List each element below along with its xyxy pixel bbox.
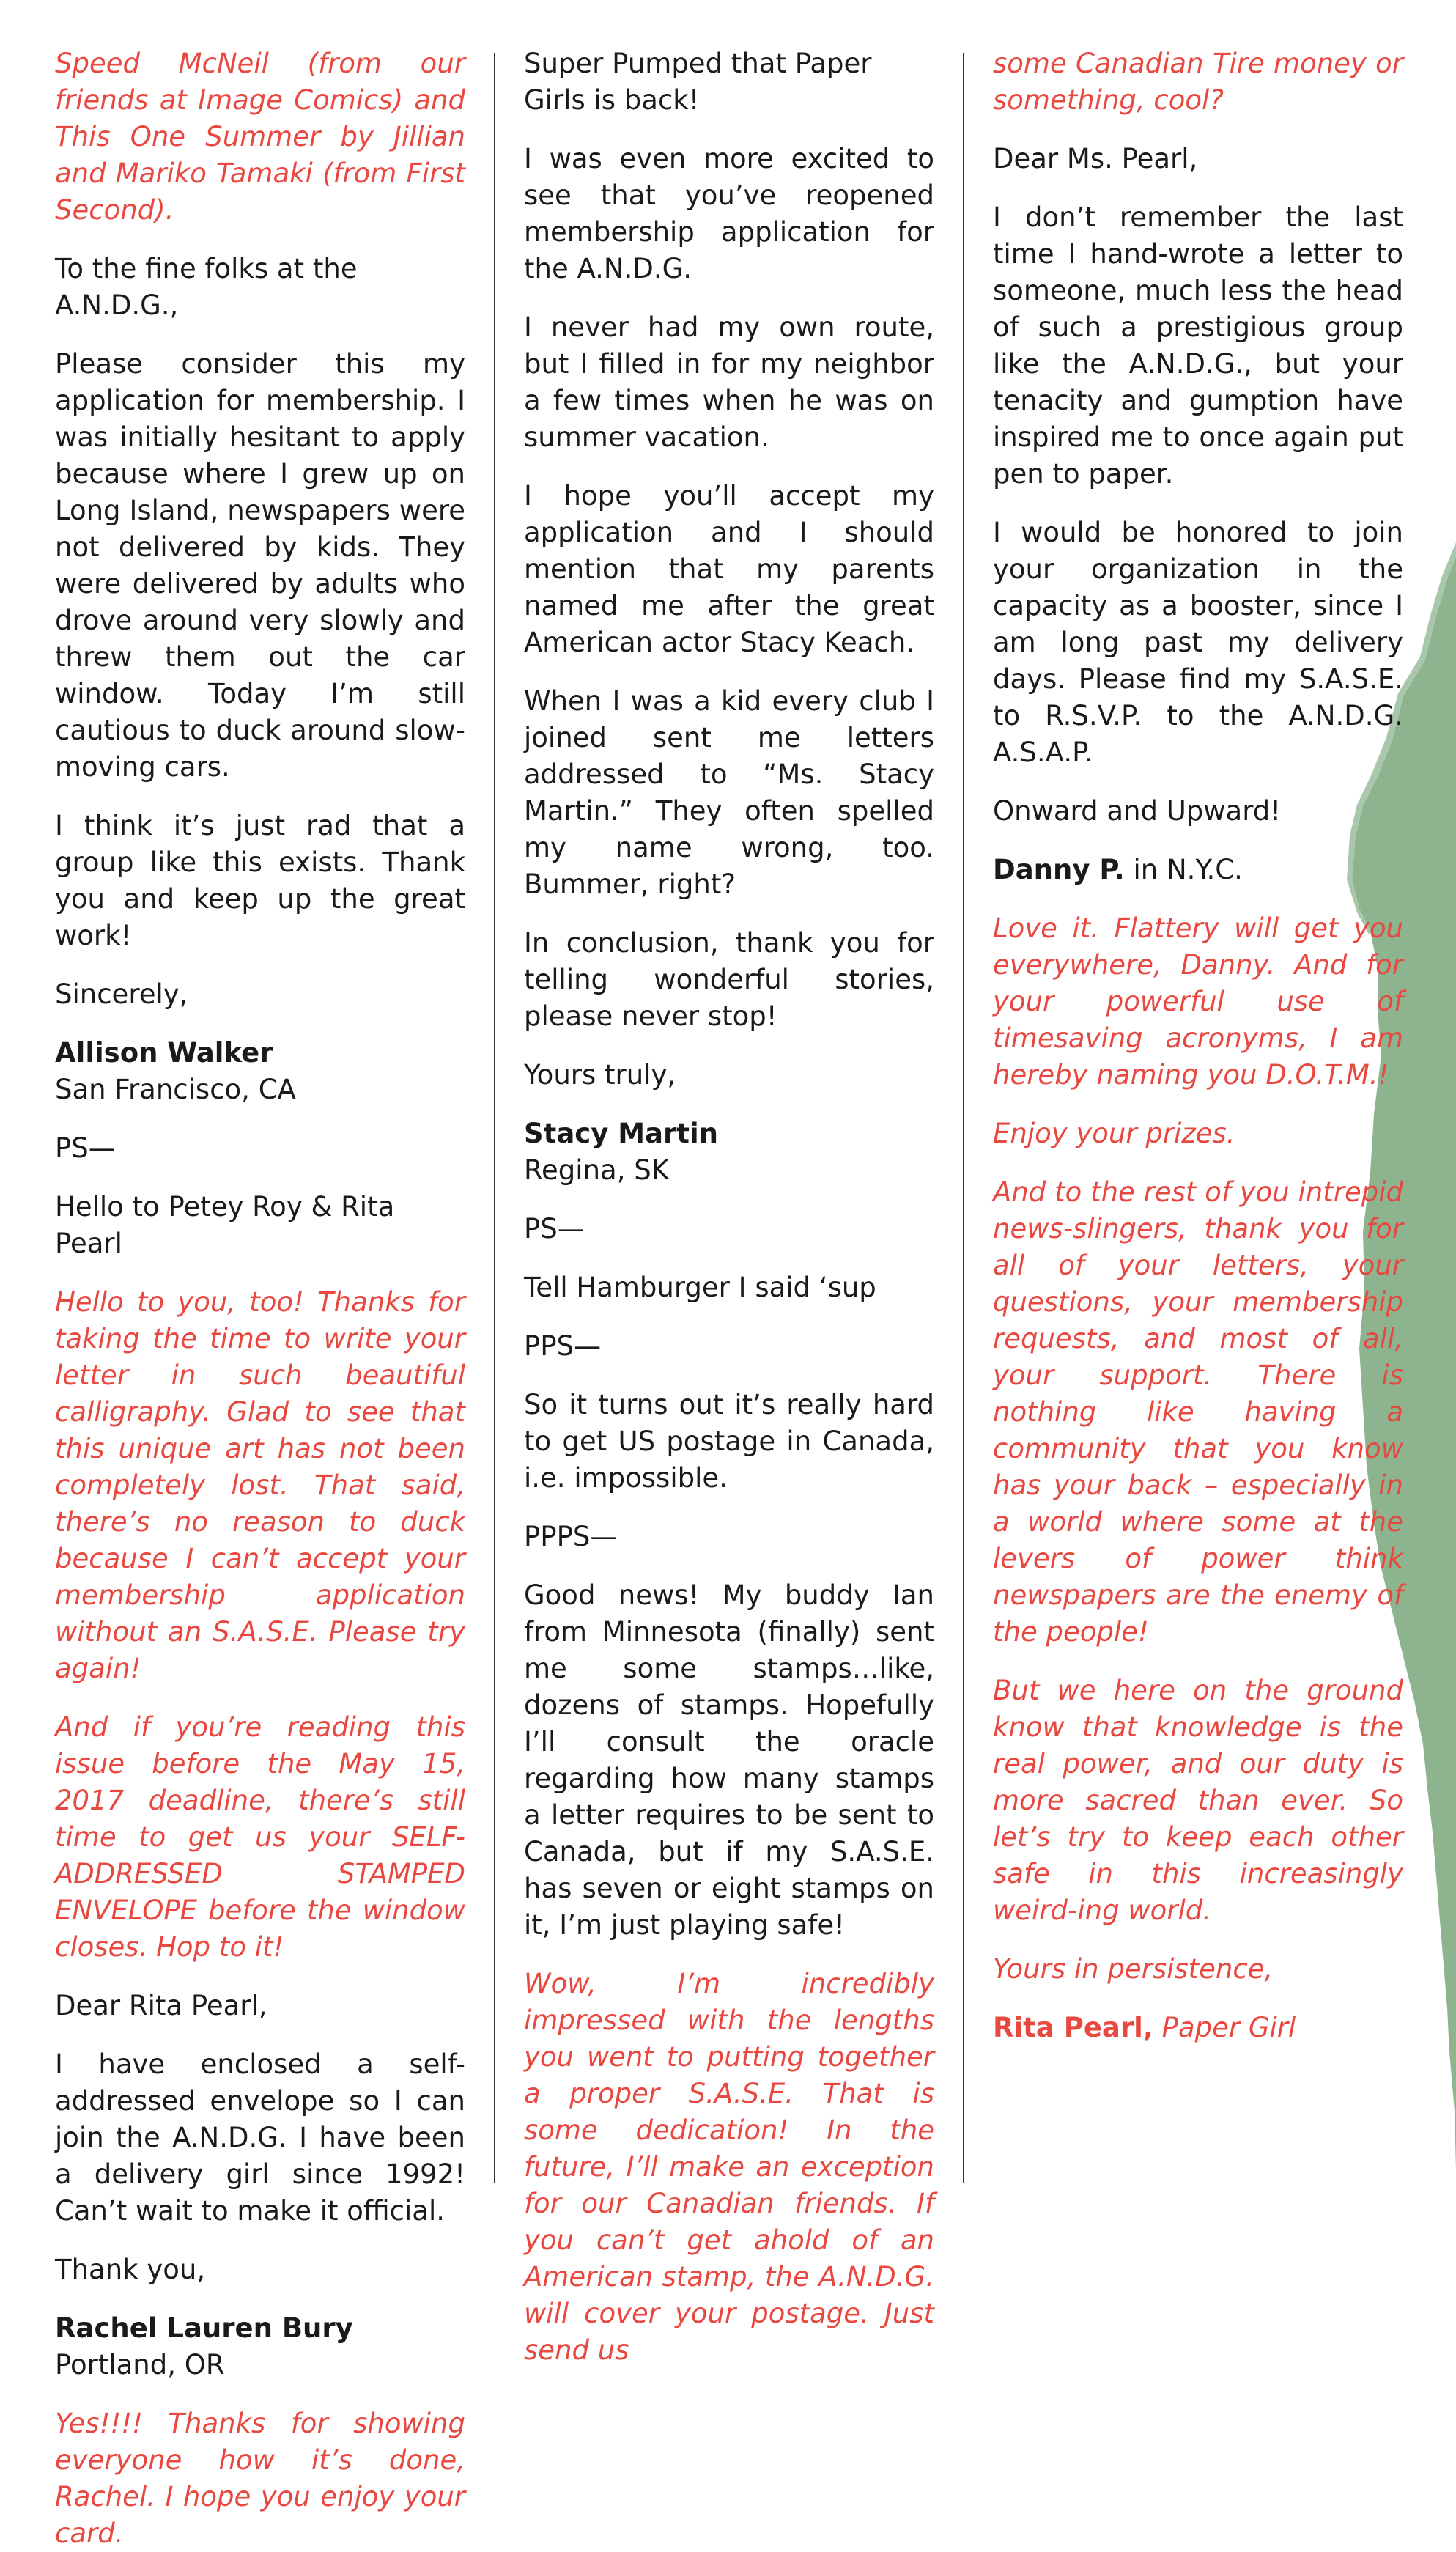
signature-name: Danny P. — [993, 854, 1125, 885]
signature-place: in N.Y.C. — [1124, 854, 1243, 885]
column-1 — [55, 45, 465, 2549]
closing: Yours truly, — [524, 1059, 676, 1091]
postscript-text: Good news! My buddy Ian from Minnesota (finally) sent me some stamps…like, dozens of stamps. Hopefully I’ll consult the oracle regarding how many stamps a letter requires to be sent to Canada, but if my S.A.S.E. has seven or eight stamps on it, I’m just playing safe! — [524, 1579, 934, 1941]
reply-text: Yes!!!! Thanks for showing everyone how it’s done, Rachel. I hope you enjoy your card. — [55, 2408, 465, 2549]
letter-paragraph: I hope you’ll accept my application and I should mention that my parents named me after the great American actor Stacy Keach. — [524, 480, 934, 658]
closing: Sincerely, — [55, 978, 188, 1010]
signature-name: Allison Walker — [55, 1037, 273, 1069]
signature — [993, 852, 1403, 888]
letter-paragraph: I think it’s just rad that a group like this exists. Thank you and keep up the great work! — [55, 810, 465, 951]
final-signature — [993, 2010, 1403, 2046]
reply-text: some Canadian Tire money or something, cool? — [993, 48, 1403, 116]
letter-paragraph: Super Pumped that Paper Girls is back! — [524, 48, 872, 116]
letter-paragraph: I never had my own route, but I filled in for my neighbor a few times when he was on summer vacation. — [524, 311, 934, 453]
letter-paragraph: Please consider this my application for membership. I was initially hesitant to apply because where I grew up on Long Island, newspapers were not delivered by kids. They were delivered by adults who drove around very slowly and threw them out the car window. Today I’m still cautious to duck around slow-moving cars. — [55, 348, 465, 783]
postscript-label: PS— — [55, 1132, 116, 1164]
reply-text: Speed McNeil (from our friends at Image Comics) and This One Summer by Jillian and Mariko Tamaki (from First Second). — [55, 48, 465, 226]
signature-place: San Francisco, CA — [55, 1074, 296, 1105]
signature — [55, 2310, 465, 2383]
reply-text: And to the rest of you intrepid news-slingers, thank you for all of your letters, your questions, your membership requests, and most of all, your support. There is nothing like having a community that you know has your back – especially in a world where some at the levers of power think newspapers are the enemy of the people! — [993, 1176, 1403, 1648]
signature-place: Regina, SK — [524, 1154, 669, 1186]
salutation: To the fine folks at the A.N.D.G., — [55, 253, 358, 321]
closing: Onward and Upward! — [993, 795, 1282, 827]
postscript-text: Hello to Petey Roy & Rita Pearl — [55, 1191, 395, 1259]
reply-text: Enjoy your prizes. — [993, 1118, 1235, 1149]
signature — [524, 1115, 934, 1189]
closing: Thank you, — [55, 2254, 206, 2285]
letter-paragraph: I have enclosed a self-addressed envelope so I can join the A.N.D.G. I have been a delivery girl since 1992! Can’t wait to make it official. — [55, 2048, 465, 2227]
reply-text: Love it. Flattery will get you everywhere, Danny. And for your powerful use of timesaving acronyms, I am hereby naming you D.O.T.M.! — [993, 912, 1403, 1091]
column-divider-left — [494, 53, 495, 2183]
salutation: Dear Rita Pearl, — [55, 1990, 267, 2021]
reply-text: Wow, I’m incredibly impressed with the lengths you went to putting together a proper S.A.S.E. That is some dedication! In the future, I’ll make an exception for our Canadian friends. If you can’t get ahold of an American stamp, the A.N.D.G. will cover your postage. Just send us — [524, 1968, 934, 2366]
signature-name: Rachel Lauren Bury — [55, 2312, 353, 2344]
signature-place: Portland, OR — [55, 2349, 225, 2380]
salutation: Dear Ms. Pearl, — [993, 143, 1198, 174]
postscript-label: PPPS— — [524, 1521, 618, 1552]
letter-paragraph: I was even more excited to see that you’ve reopened membership application for the A.N.D.G. — [524, 143, 934, 284]
reply-text: But we here on the ground know that knowledge is the real power, and our duty is more sacred than ever. So let’s try to keep each other safe in this increasingly weird-ing world. — [993, 1675, 1403, 1926]
column-3 — [993, 45, 1403, 2186]
letter-paragraph: When I was a kid every club I joined sent me letters addressed to “Ms. Stacy Martin.” They often spelled my name wrong, too. Bummer, right? — [524, 685, 934, 900]
reply-text: Hello to you, too! Thanks for taking the time to write your letter in such beautiful calligraphy. Glad to see that this unique art has not been completely lost. That said, there’s no reason to duck because I can’t accept your membership application without an S.A.S.E. Please try again! — [55, 1286, 465, 1684]
letter-paragraph: I would be honored to join your organization in the capacity as a booster, since I am long past my delivery days. Please find my S.A.S.E. to R.S.V.P. to the A.N.D.G. A.S.A.P. — [993, 517, 1403, 768]
letter-paragraph: I don’t remember the last time I hand-wrote a letter to someone, much less the head of such a prestigious group like the A.N.D.G., but your tenacity and gumption have inspired me to once again put pen to paper. — [993, 202, 1403, 490]
postscript-label: PPS— — [524, 1330, 602, 1362]
editor-name: Rita Pearl, — [993, 2012, 1153, 2043]
letter-paragraph: In conclusion, thank you for telling wonderful stories, please never stop! — [524, 927, 934, 1032]
signature — [55, 1035, 465, 1108]
signature-name: Stacy Martin — [524, 1118, 718, 1149]
reply-text: And if you’re reading this issue before the May 15, 2017 deadline, there’s still time to get us your SELF-ADDRESSED STAMPED ENVELOPE before the window closes. Hop to it! — [55, 1711, 465, 1963]
postscript-label: PS— — [524, 1213, 585, 1244]
reply-closing: Yours in persistence, — [993, 1953, 1274, 1985]
postscript-text: So it turns out it’s really hard to get US postage in Canada, i.e. impossible. — [524, 1389, 934, 1494]
postscript-text: Tell Hamburger I said ‘sup — [524, 1272, 876, 1303]
column-divider-right — [963, 53, 964, 2183]
editor-title: Paper Girl — [1153, 2012, 1296, 2043]
column-2 — [524, 45, 934, 2366]
